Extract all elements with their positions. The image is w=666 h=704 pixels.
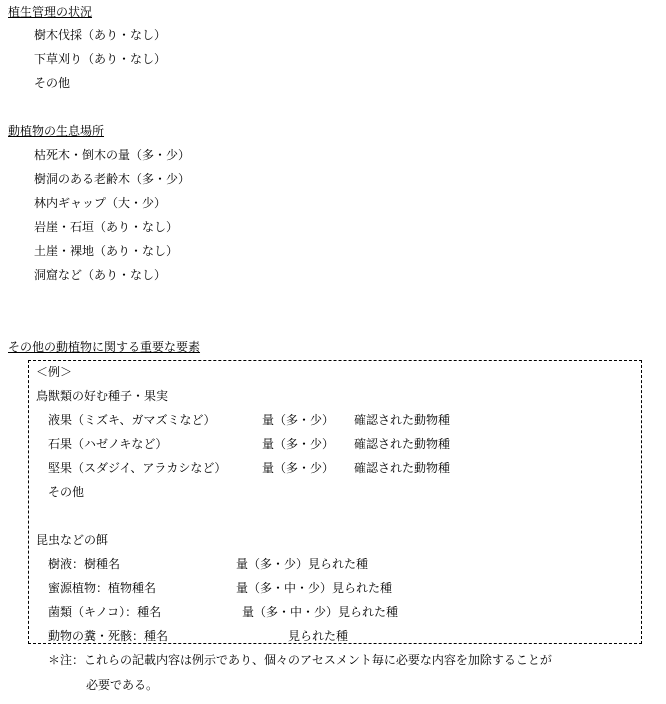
footnote-line-2: 必要である。 <box>86 678 159 692</box>
insect-amount: 見られた種 <box>288 629 349 643</box>
fruit-note: 確認された動物種 <box>354 437 451 451</box>
example-label: ＜例＞ <box>36 365 73 379</box>
fruit-amount: 量（多・少） <box>262 413 335 427</box>
insect-name: 動物の糞・死骸：種名 <box>48 629 169 643</box>
fruit-amount: 量（多・少） <box>262 437 335 451</box>
insect-name: 蜜源植物：植物種名 <box>48 581 157 595</box>
insect-name: 樹液：樹種名 <box>48 557 121 571</box>
fruit-note: 確認された動物種 <box>354 413 451 427</box>
section-title-vegetation: 植生管理の状況 <box>8 5 93 19</box>
fruit-name: 液果（ミズキ、ガマズミなど） <box>48 413 216 427</box>
fruit-amount: 量（多・少） <box>262 461 335 475</box>
fruits-other: その他 <box>48 485 85 499</box>
list-item: 林内ギャップ（大・少） <box>34 196 167 210</box>
insect-amount: 量（多・少）見られた種 <box>236 557 369 571</box>
list-item: その他 <box>34 76 71 90</box>
insect-name: 菌類（キノコ）：種名 <box>48 605 162 619</box>
insect-amount: 量（多・中・少）見られた種 <box>236 581 393 595</box>
fruit-name: 石果（ハゼノキなど） <box>48 437 168 451</box>
section-title-other: その他の動植物に関する重要な要素 <box>8 340 201 354</box>
fruit-name: 堅果（スダジイ、アラカシなど） <box>48 461 227 475</box>
section-title-habitat: 動植物の生息場所 <box>8 124 105 138</box>
list-item: 洞窟など（あり・なし） <box>34 268 167 282</box>
list-item: 土崖・裸地（あり・なし） <box>34 244 179 258</box>
insect-amount: 量（多・中・少）見られた種 <box>242 605 399 619</box>
list-item: 下草刈り（あり・なし） <box>34 52 167 66</box>
list-item: 樹洞のある老齢木（多・少） <box>34 172 191 186</box>
fruits-heading: 鳥獣類の好む種子・果実 <box>36 389 169 403</box>
list-item: 岩崖・石垣（あり・なし） <box>34 220 179 234</box>
list-item: 枯死木・倒木の量（多・少） <box>34 148 191 162</box>
insects-heading: 昆虫などの餌 <box>36 533 109 547</box>
footnote-line-1: ＊注：これらの記載内容は例示であり、個々のアセスメント毎に必要な内容を加除することが <box>48 653 552 667</box>
fruit-note: 確認された動物種 <box>354 461 451 475</box>
list-item: 樹木伐採（あり・なし） <box>34 28 167 42</box>
